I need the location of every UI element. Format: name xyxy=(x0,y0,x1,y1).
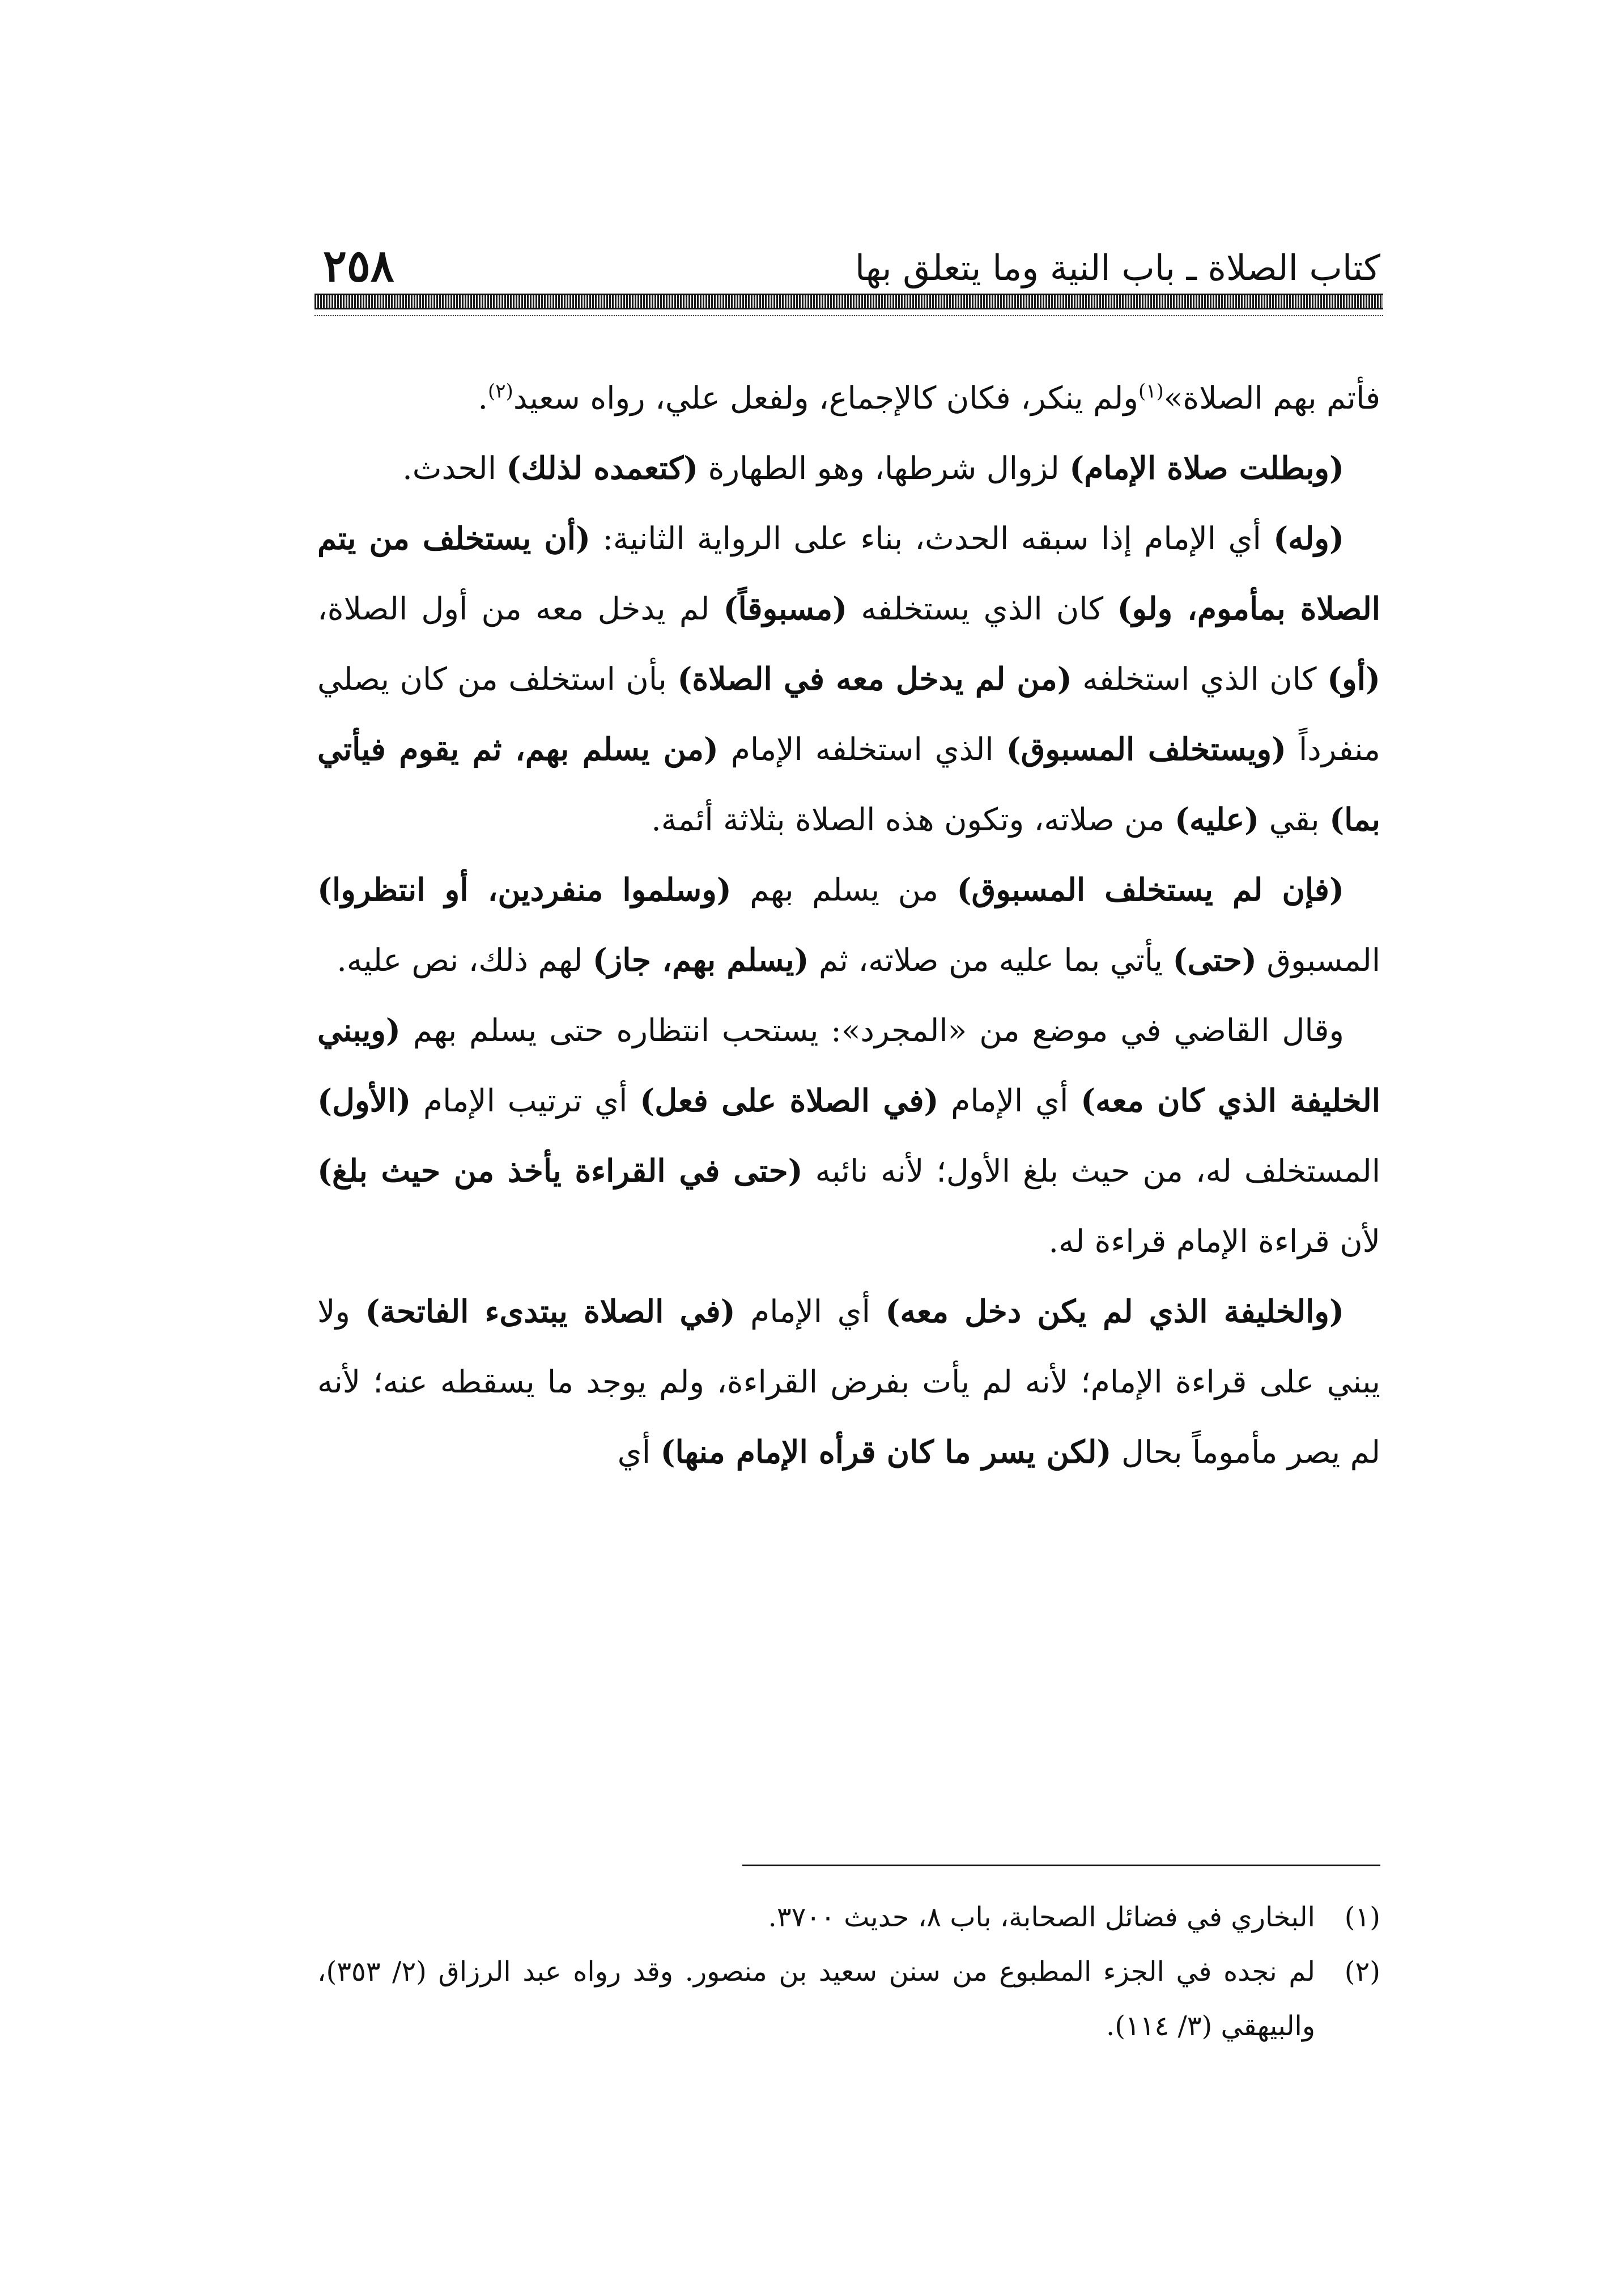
matn-text: (لكن يسر ما كان قرأه الإمام منها) xyxy=(660,1433,1112,1470)
text-run: . xyxy=(478,380,488,416)
text-run: لأن قراءة الإمام قراءة له. xyxy=(1048,1223,1380,1259)
footnote-separator xyxy=(742,1865,1380,1866)
text-run: لزوال شرطها، وهو الطهارة xyxy=(698,450,1070,486)
footnote-2 xyxy=(317,1944,1380,2053)
matn-text: (الأول) xyxy=(317,1082,411,1119)
matn-text: (من يسلم بهم، ثم يقوم فيأتي بما) xyxy=(317,731,1380,838)
page-number: ٢٥٨ xyxy=(323,240,394,292)
matn-text: (أو) xyxy=(1327,660,1380,697)
matn-text: (كتعمده لذلك) xyxy=(506,449,699,486)
matn-text: (ويستخلف المسبوق) xyxy=(1006,731,1287,767)
text-run: كان الذي استخلفه xyxy=(1072,661,1328,697)
text-run: أي ترتيب الإمام xyxy=(411,1082,640,1119)
header-dotted-rule xyxy=(314,315,1383,316)
text-run: فأتم بهم الصلاة» xyxy=(1163,380,1380,416)
footnote-text: البخاري في فضائل الصحابة، باب ٨، حديث ٣٧٠٠. xyxy=(768,1901,1315,1933)
text-run: أي الإمام إذا سبقه الحدث، بناء على الرواية الثانية: xyxy=(590,520,1274,557)
footnote-number: (٢) xyxy=(1344,1956,1380,1988)
matn-text: (والخليفة الذي لم يكن دخل معه) xyxy=(885,1293,1344,1330)
footnotes xyxy=(317,1890,1380,2053)
matn-text: (في الصلاة يبتدىء الفاتحة) xyxy=(365,1293,736,1330)
matn-text: (فإن لم يستخلف المسبوق) xyxy=(956,871,1344,908)
matn-text: (عليه) xyxy=(1175,801,1260,838)
text-run: المسبوق xyxy=(1256,942,1380,978)
text-run: أي الإمام xyxy=(735,1293,886,1330)
matn-text: (حتى في القراءة يأخذ من حيث بلغ) xyxy=(317,1152,803,1189)
matn-text: (أن يستخلف من يتم الصلاة بمأموم، ولو) xyxy=(317,520,1380,627)
paragraph-4 xyxy=(317,855,1380,995)
text-run: بقي xyxy=(1259,801,1330,838)
text-run: بأن استخلف من كان يصلي منفرداً xyxy=(317,661,1380,767)
matn-text: (وبطلت صلاة الإمام) xyxy=(1069,449,1344,486)
text-run: وقال القاضي في موضع من «المجرد»: يستحب انتظاره حتى يسلم بهم xyxy=(400,1012,1344,1048)
text-run: من يسلم بهم xyxy=(731,872,957,908)
footnote-number: (١) xyxy=(1344,1901,1380,1933)
text-run: المستخلف له، من حيث بلغ الأول؛ لأنه نائبه xyxy=(802,1153,1380,1189)
footnote-ref-2: (٢) xyxy=(488,380,513,403)
text-run: لهم ذلك، نص عليه. xyxy=(337,942,593,978)
text-run: الحدث. xyxy=(402,450,507,486)
text-run: أي الإمام xyxy=(938,1082,1081,1119)
text-run: يأتي بما عليه من صلاته، ثم xyxy=(809,942,1173,978)
text-run: من صلاته، وتكون هذه الصلاة بثلاثة أئمة. xyxy=(651,801,1175,838)
paragraph-5 xyxy=(317,995,1380,1276)
matn-text: (في الصلاة على فعل) xyxy=(640,1082,939,1119)
header-rule xyxy=(314,294,1383,309)
text-run: ولا يبني على قراءة الإمام؛ لأنه لم يأت بفرض القراءة، ولم يوجد ما يسقطه عنه؛ لأنه لم يصر مأموماً بحال xyxy=(317,1293,1380,1470)
paragraph-3 xyxy=(317,503,1380,855)
matn-text: (وله) xyxy=(1273,520,1344,557)
footnote-ref-1: (١) xyxy=(1138,380,1164,403)
matn-text: (يسلم بهم، جاز) xyxy=(592,941,809,978)
running-title: كتاب الصلاة ـ باب النية وما يتعلق بها xyxy=(854,247,1380,288)
text-run: كان الذي يستخلفه xyxy=(847,591,1117,627)
footnote-text: لم نجده في الجزء المطبوع من سنن سعيد بن منصور. وقد رواه عبد الرزاق (٢/ ٣٥٣)، والبيهقي (٣/ ١١٤). xyxy=(317,1956,1315,2042)
paragraph-6 xyxy=(317,1276,1380,1487)
matn-text: (مسبوقاً) xyxy=(723,590,848,627)
footnote-1 xyxy=(317,1890,1380,1944)
matn-text: (ويبني الخليفة الذي كان معه) xyxy=(317,1012,1380,1119)
matn-text: (من لم يدخل معه في الصلاة) xyxy=(677,660,1072,697)
paragraph-2 xyxy=(317,433,1380,503)
main-text xyxy=(317,363,1380,1893)
text-run: ولم ينكر، فكان كالإجماع، ولفعل علي، رواه سعيد xyxy=(513,380,1138,416)
paragraph-1 xyxy=(317,363,1380,433)
text-run: لم يدخل معه من أول الصلاة، xyxy=(317,591,724,627)
text-run: أي xyxy=(617,1434,661,1470)
matn-text: (حتى) xyxy=(1172,941,1257,978)
matn-text: (وسلموا منفردين، أو انتظروا) xyxy=(317,871,732,908)
text-run: الذي استخلفه الإمام xyxy=(718,731,1006,767)
